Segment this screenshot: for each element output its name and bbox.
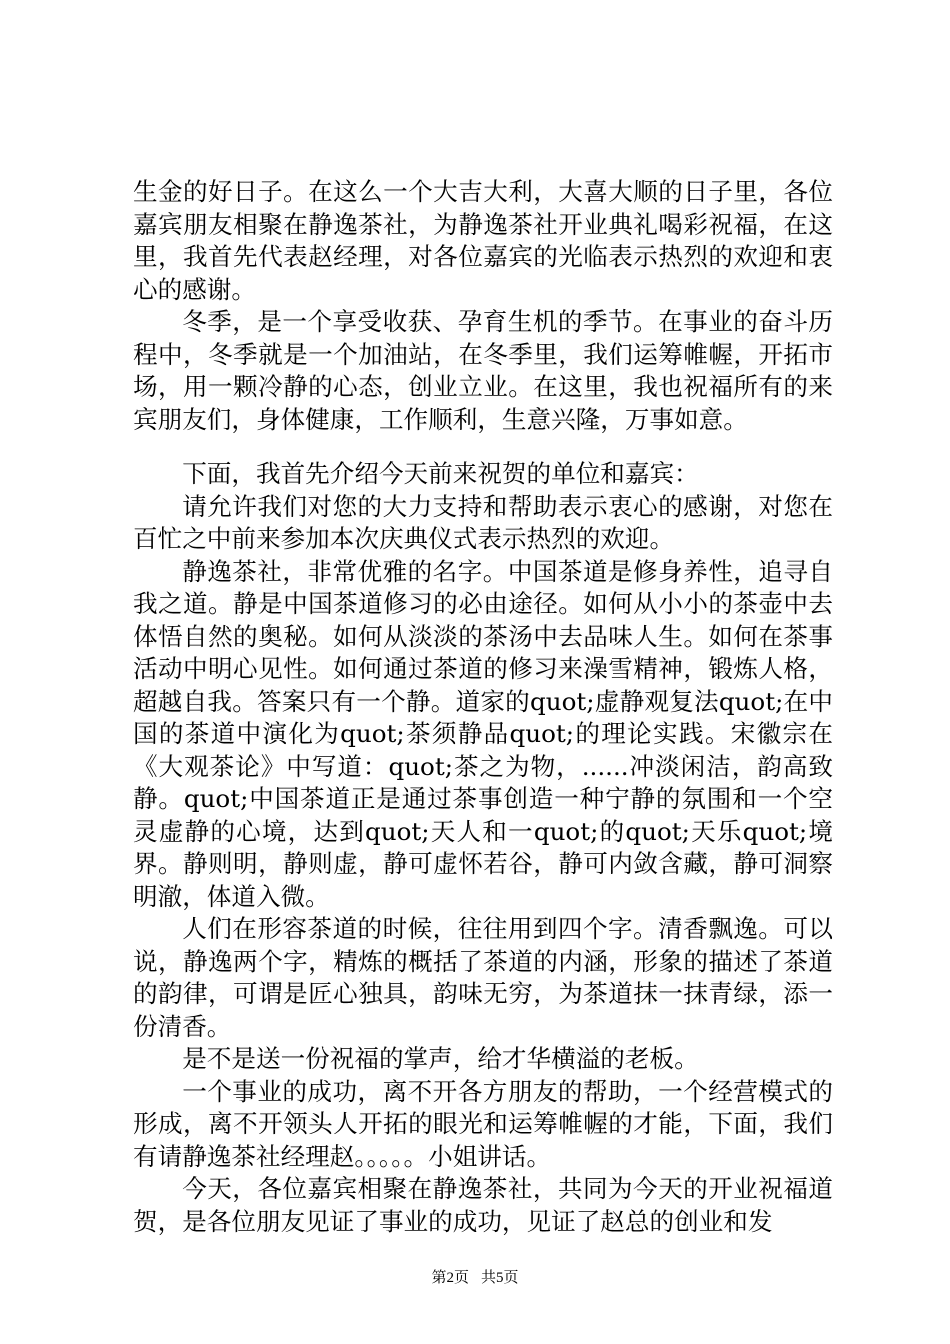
paragraph-4: 请允许我们对您的大力支持和帮助表示衷心的感谢，对您在百忙之中前来参加本次庆典仪式表示热烈的欢迎。 xyxy=(133,491,833,553)
page-total: 共5页 xyxy=(481,1270,519,1286)
document-body xyxy=(133,176,833,1238)
page-number: 第2页 xyxy=(431,1270,469,1286)
paragraph-1: 生金的好日子。在这么一个大吉大利，大喜大顺的日子里，各位嘉宾朋友相聚在静逸茶社，为静逸茶社开业典礼喝彩祝福，在这里，我首先代表赵经理，对各位嘉宾的光临表示热烈的欢迎和衷心的感谢。 xyxy=(133,177,833,304)
paragraph-5: 静逸茶社，非常优雅的名字。中国茶道是修身养性，追寻自我之道。静是中国茶道修习的必由途径。如何从小小的茶壶中去体悟自然的奥秘。如何从淡淡的茶汤中去品味人生。如何在茶事活动中明心见性。如何通过茶道的修习来澡雪精神，锻炼人格，超越自我。答案只有一个静。道家的quot;虚静观复法quot;在中国的茶道中演化为quot;茶须静品quot;的理论实践。宋徽宗在《大观茶论》中写道：quot;茶之为物，......冲淡闲洁，韵高致静。quot;中国茶道正是通过茶事创造一种宁静的氛围和一个空灵虚静的心境，达到quot;天人和一quot;的quot;天乐quot;境界。静则明，静则虚，静可虚怀若谷，静可内敛含藏，静可洞察明澈，体道入微。 xyxy=(133,556,833,911)
paragraph-7: 是不是送一份祝福的掌声，给才华横溢的老板。 xyxy=(182,1044,699,1073)
paragraph-8: 一个事业的成功，离不开各方朋友的帮助，一个经营模式的形成，离不开领头人开拓的眼光和运筹帷幄的才能，下面，我们有请静逸茶社经理赵。。。。。小姐讲话。 xyxy=(133,1076,833,1171)
paragraph-3: 下面，我首先介绍今天前来祝贺的单位和嘉宾： xyxy=(182,459,699,488)
paragraph-6: 人们在形容茶道的时候，往往用到四个字。清香飘逸。可以说，静逸两个字，精炼的概括了茶道的内涵，形象的描述了茶道的韵律，可谓是匠心独具，韵味无穷，为茶道抹一抹青绿，添一份清香。 xyxy=(133,914,833,1041)
paragraph-9: 今天，各位嘉宾相聚在静逸茶社，共同为今天的开业祝福道贺，是各位朋友见证了事业的成功，见证了赵总的创业和发 xyxy=(133,1174,833,1236)
paragraph-2: 冬季，是一个享受收获、孕育生机的季节。在事业的奋斗历程中，冬季就是一个加油站，在冬季里，我们运筹帷幄，开拓市场，用一颗冷静的心态，创业立业。在这里，我也祝福所有的来宾朋友们，身体健康，工作顺利，生意兴隆，万事如意。 xyxy=(133,307,833,434)
page-footer xyxy=(0,1266,950,1287)
